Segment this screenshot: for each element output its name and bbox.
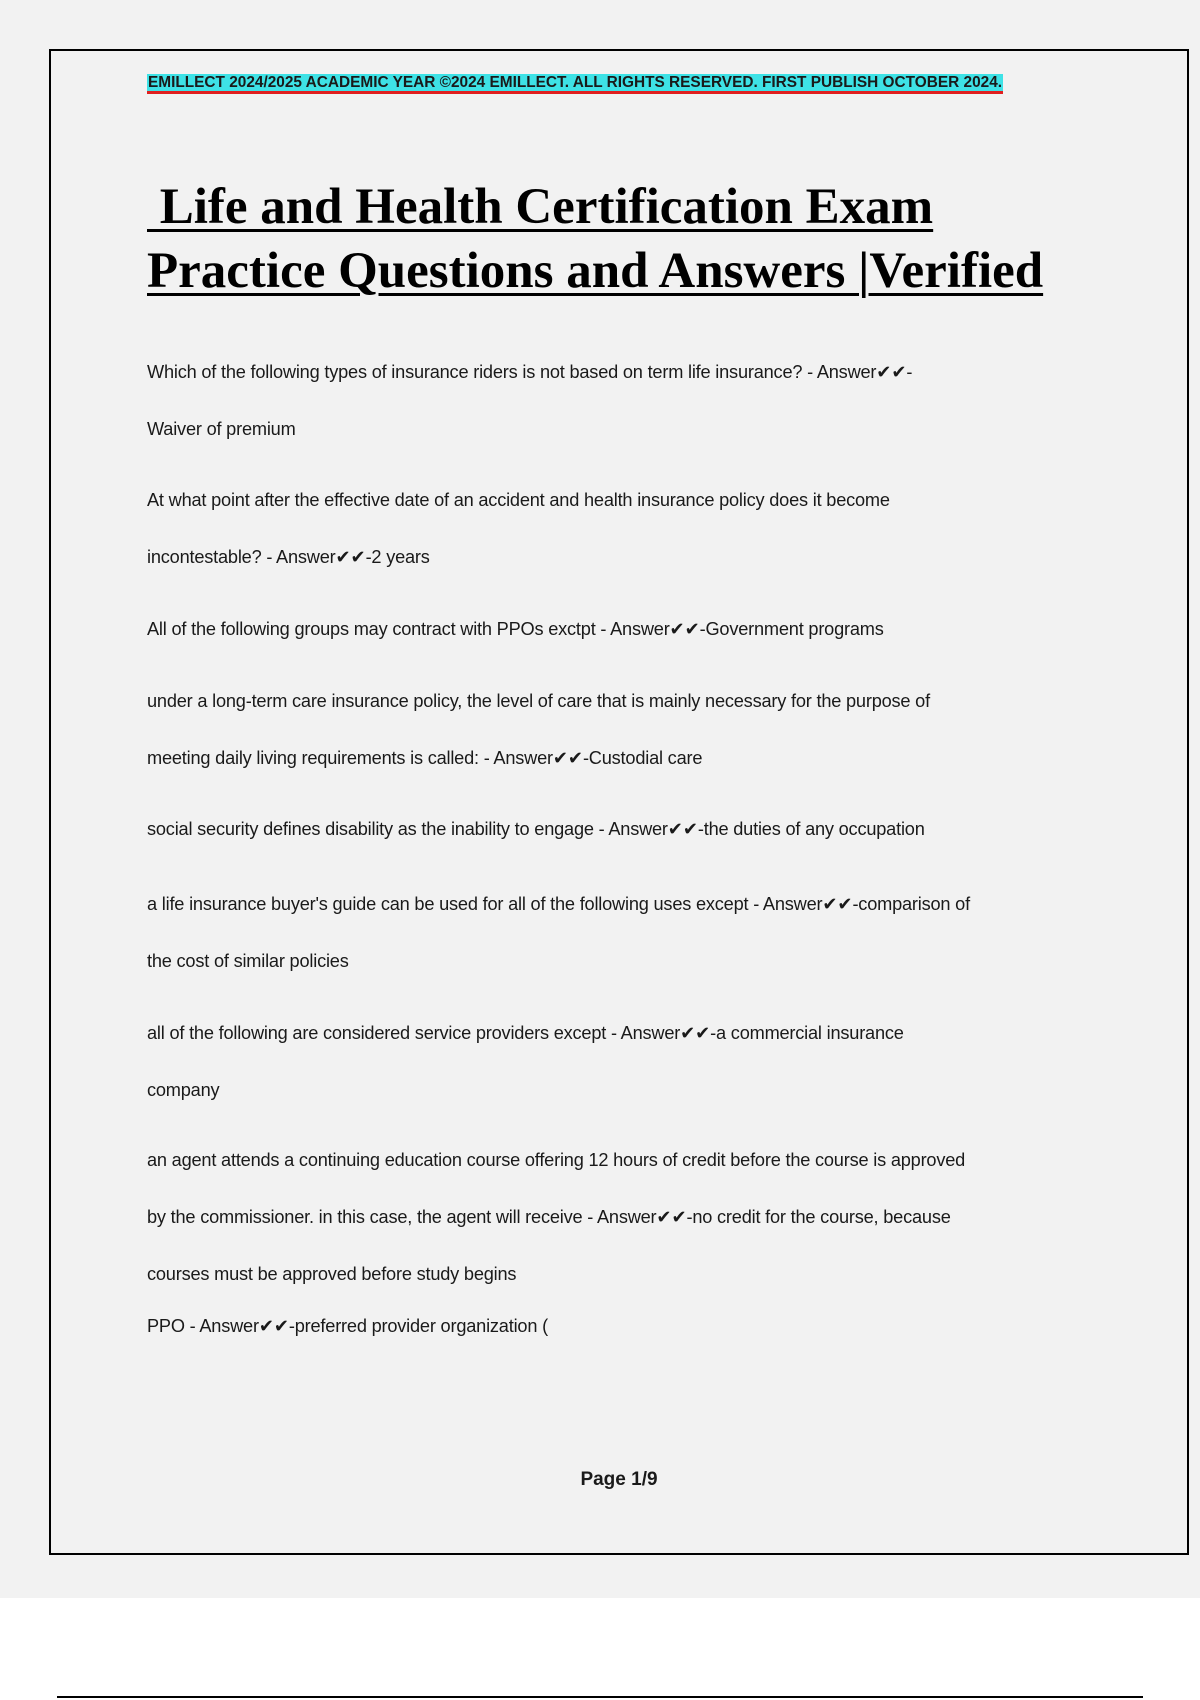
- qa-line: All of the following groups may contract with PPOs exctpt - Answer✔✔-Government programs: [147, 619, 884, 639]
- qa-item: [147, 801, 1147, 858]
- qa-line: social security defines disability as the inability to engage - Answer✔✔-the duties of any occupation: [147, 819, 925, 839]
- qa-item: [147, 876, 1147, 990]
- qa-line: meeting daily living requirements is called: - Answer✔✔-Custodial care: [147, 748, 703, 768]
- copyright-banner: [147, 73, 1069, 93]
- qa-line: an agent attends a continuing education course offering 12 hours of credit before the course is approved: [147, 1150, 966, 1170]
- qa-item: [147, 1132, 1147, 1303]
- qa-line: Which of the following types of insurance riders is not based on term life insurance? - Answer✔✔-: [147, 362, 913, 382]
- qa-item: [147, 601, 1147, 658]
- qa-item: [147, 472, 1147, 586]
- title-line-2: Practice Questions and Answers |Verified: [147, 243, 1044, 299]
- qa-line: courses must be approved before study begins: [147, 1264, 517, 1284]
- qa-line: Waiver of premium: [147, 419, 296, 439]
- qa-item: [147, 1298, 1147, 1355]
- qa-item: [147, 344, 1147, 458]
- qa-line: company: [147, 1080, 220, 1100]
- qa-line: by the commissioner. in this case, the agent will receive - Answer✔✔-no credit for the course, because: [147, 1207, 951, 1227]
- qa-line: incontestable? - Answer✔✔-2 years: [147, 547, 430, 567]
- qa-line: At what point after the effective date of an accident and health insurance policy does it become: [147, 490, 890, 510]
- document-title: [147, 175, 1137, 303]
- qa-line: all of the following are considered service providers except - Answer✔✔-a commercial insurance: [147, 1023, 904, 1043]
- qa-line: a life insurance buyer's guide can be used for all of the following uses except - Answer✔✔-comparison of: [147, 894, 970, 914]
- qa-line: PPO - Answer✔✔-preferred provider organization (: [147, 1316, 548, 1336]
- title-line-1: Life and Health Certification Exam: [147, 179, 934, 235]
- qa-line: under a long-term care insurance policy, the level of care that is mainly necessary for the purpose of: [147, 691, 930, 711]
- qa-item: [147, 673, 1147, 787]
- document-page: [49, 49, 1189, 1555]
- page-number: Page 1/9: [580, 1469, 658, 1490]
- copyright-banner-text: EMILLECT 2024/2025 ACADEMIC YEAR ©2024 EMILLECT. ALL RIGHTS RESERVED. FIRST PUBLISH OCTOBER 2024.: [147, 74, 1003, 94]
- next-page-top-rule: [57, 1696, 1143, 1698]
- qa-line: the cost of similar policies: [147, 951, 349, 971]
- qa-item: [147, 1005, 1147, 1119]
